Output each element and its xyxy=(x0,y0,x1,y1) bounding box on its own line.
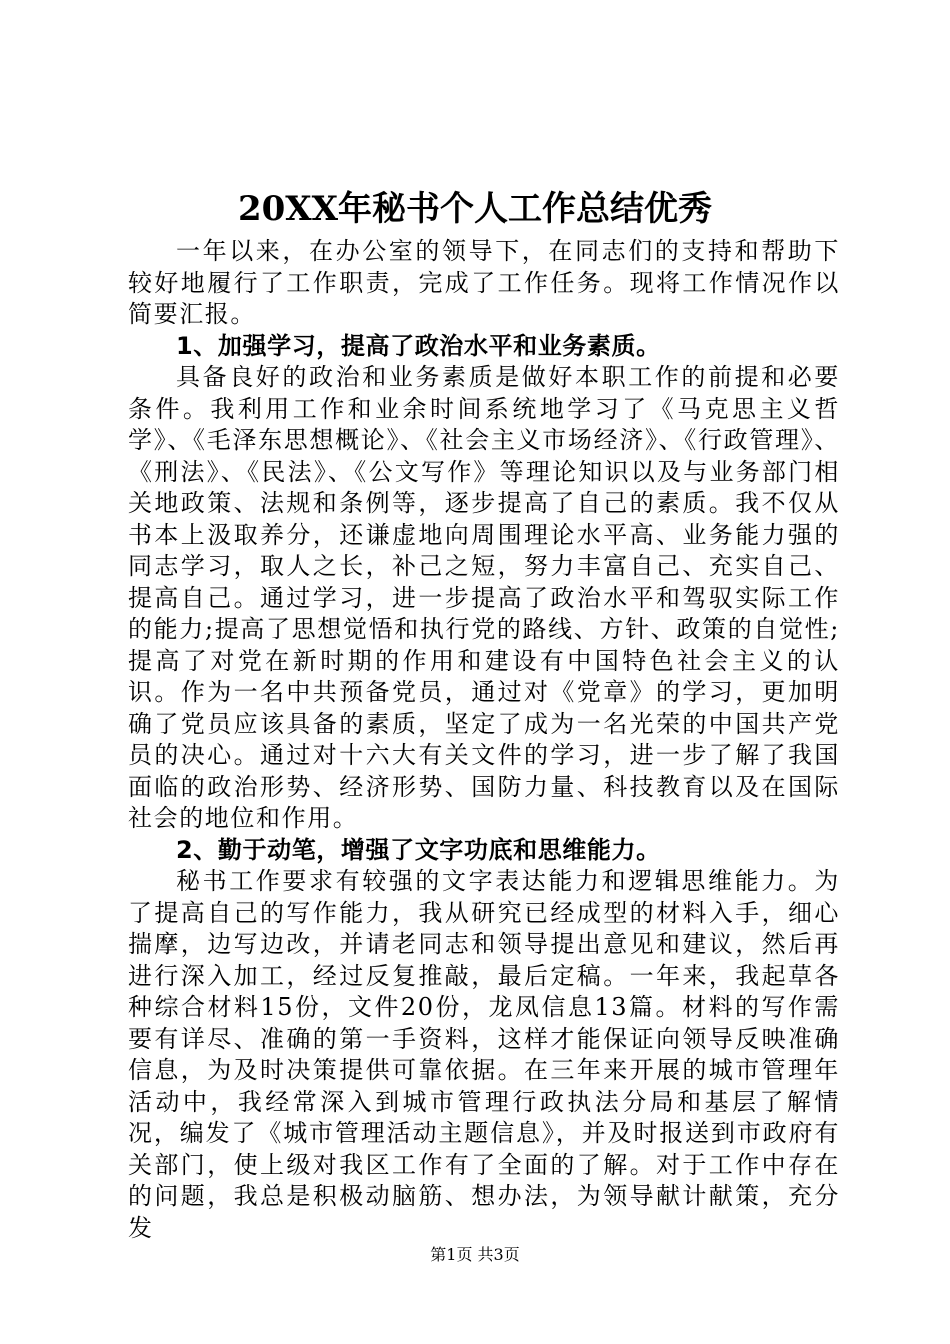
page-number-footer: 第1页 共3页 xyxy=(430,1245,520,1264)
document-title: 20XX年秘书个人工作总结优秀 xyxy=(237,189,713,229)
section-1-paragraph: 具备良好的政治和业务素质是做好本职工作的前提和必要条件。我利用工作和业余时间系统地学习了《马克思主义哲学》、《毛泽东思想概论》、《社会主义市场经济》、《行政管理》、《刑法》、《民法》、《公文写作》等理论知识以及与业务部门相关地政策、法规和条例等，逐步提高了自己的素质。我不仅从书本上汲取养分，还谦虚地向周围理论水平高、业务能力强的同志学习，取人之长，补己之短，努力丰富自己、充实自己、提高自己。通过学习，进一步提高了政治水平和驾驭实际工作的能力;提高了思想觉悟和执行党的路线、方针、政策的自觉性;提高了对党在新时期的作用和建设有中国特色社会主义的认识。作为一名中共预备党员，通过对《党章》的学习，更加明确了党员应该具备的素质，坚定了成为一名光荣的中国共产党员的决心。通过对十六大有关文件的学习，进一步了解了我国面临的政治形势、经济形势、国防力量、科技教育以及在国际社会的地位和作用。 xyxy=(128,363,840,832)
intro-paragraph: 一年以来，在办公室的领导下，在同志们的支持和帮助下较好地履行了工作职责，完成了工作任务。现将工作情况作以简要汇报。 xyxy=(128,237,840,328)
section-heading-2: 2、勤于动笔，增强了文字功底和思维能力。 xyxy=(176,835,661,864)
section-heading-1: 1、加强学习，提高了政治水平和业务素质。 xyxy=(176,331,661,360)
section-2-paragraph: 秘书工作要求有较强的文字表达能力和逻辑思维能力。为了提高自己的写作能力，我从研究已经成型的材料入手，细心揣摩，边写边改，并请老同志和领导提出意见和建议，然后再进行深入加工，经过反复推敲，最后定稿。一年来，我起草各种综合材料15份，文件20份，龙凤信息13篇。材料的写作需要有详尽、准确的第一手资料，这样才能保证向领导反映准确信息，为及时决策提供可靠依据。在三年来开展的城市管理年活动中，我经常深入到城市管理行政执法分局和基层了解情况，编发了《城市管理活动主题信息》，并及时报送到市政府有关部门，使上级对我区工作有了全面的了解。对于工作中存在的问题，我总是积极动脑筋、想办法，为领导献计献策，充分发 xyxy=(128,867,840,1242)
document-body xyxy=(128,236,840,1244)
